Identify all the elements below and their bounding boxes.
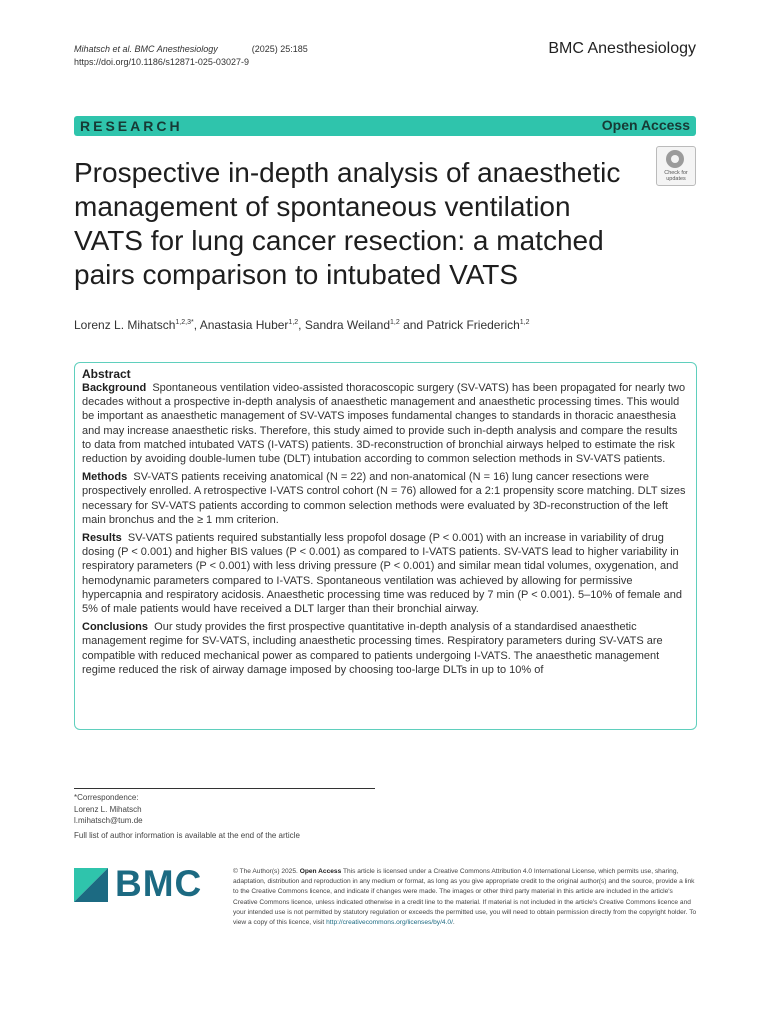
- methods-label: Methods: [82, 471, 128, 484]
- bmc-logo: [74, 863, 214, 906]
- abstract-results: [82, 531, 689, 616]
- bmc-logo-icon: [74, 868, 108, 902]
- license-body: This article is licensed under a Creative Commons Attribution 4.0 International License, which permits use, sharing, adaptation, distribution and reproduction in any medium or format, as long as you give appropriate credit to the original author(s) and the source, provide a link to the Creative Commons licence, and indicate if changes were made. The images or other third party material in this article are included in the article's Creative Commons licence, unless indicated otherwise in a credit line to the material. If material is not included in the article's Creative Commons licence and your intended use is not permitted by statutory regulation or exceeds the permitted use, you will need to obtain permission directly from the copyright holder. To view a copy of this licence, visit: [233, 868, 697, 927]
- check-updates-line2: updates: [666, 176, 686, 182]
- article-title: Prospective in-depth analysis of anaesthetic management of spontaneous ventilation VATS for lung cancer resection: a matched pairs comparison to intubated VATS: [74, 157, 621, 290]
- bmc-logo-text: BMC: [115, 863, 203, 904]
- check-updates-line1: Check for: [664, 170, 688, 176]
- license-open-access: Open Access: [299, 868, 342, 875]
- author-affiliation: 1,2,3*: [175, 319, 194, 326]
- correspondence-block: [74, 792, 143, 827]
- check-for-updates-badge[interactable]: [656, 146, 696, 186]
- doi-link[interactable]: https://doi.org/10.1186/s12871-025-03027-9: [74, 57, 249, 67]
- author-name[interactable]: Anastasia Huber: [199, 318, 289, 332]
- author-affiliation: 1,2: [519, 319, 530, 326]
- abstract-box: [74, 362, 697, 730]
- abstract-methods: [82, 470, 689, 527]
- citation: Mihatsch et al. BMC Anesthesiology: [74, 44, 218, 54]
- license-suffix: .: [452, 919, 455, 927]
- correspondence-email[interactable]: l.mihatsch@tum.de: [74, 816, 143, 825]
- author-list: [74, 318, 530, 332]
- methods-text: SV-VATS patients receiving anatomical (N = 22) and non-anatomical (N = 16) lung cancer resections were prospectively enrolled. A retrospective I-VATS control cohort (N = 76) allowed for a 2:1 propensity score matching. DLT sizes necessary for SV-VATS patients according to common selection methods were evaluated by 3D-reconstruction of the left main bronchus and the ≥ 1 mm criterion.: [82, 471, 686, 526]
- license-text: [233, 867, 697, 928]
- correspondence-name: Lorenz L. Mihatsch: [74, 804, 142, 814]
- year-volume: (2025) 25:185: [251, 44, 308, 54]
- author-name[interactable]: Patrick Friederich: [426, 318, 520, 332]
- author-separator: ,: [298, 318, 305, 332]
- author-separator: ,: [193, 318, 200, 332]
- author-name[interactable]: Lorenz L. Mihatsch: [74, 318, 176, 332]
- abstract-conclusions: [82, 620, 689, 677]
- results-text: SV-VATS patients required substantially less propofol dosage (P < 0.001) with an increase in variability of drug dosing (P < 0.001) and higher BIS values (P < 0.001) as compared to I-VATS patients. SV-VATS lead to higher variability in respiratory parameters (P < 0.001) with less driving pressure (P < 0.001) and similar mean tidal volumes, oxygenation, and hemodynamic parameters compared to I-VATS. Spontaneous ventilation was achieved by allowing for permissive hypercapnia and respiratory acidosis. Anaesthetic processing time was reduced by 7 min (P < 0.001). 5–10% of female and 5% of male patients would have received a DLT larger than their bronchial airway.: [82, 532, 682, 616]
- background-text: Spontaneous ventilation video-assisted thoracoscopic surgery (SV-VATS) has been propagated for nearly two decades without a prospective in-depth analysis of anaesthetic management and anaesthetic processing times. This would be important as anaesthetic management of SV-VATS imposes fundamental changes to standards in thoracic anaesthesia and may increase anaesthetic risks. Therefore, this study aimed to provide such in-depth analysis and compare the results to data from matched intubated VATS (I-VATS) patients. 3D-reconstruction of bronchial airways helped to estimate the risk reduction by avoiding double-lumen tube (DLT) intubation according to common selection methods in SV-VATS patients.: [82, 382, 686, 466]
- author-separator: and: [399, 318, 427, 332]
- check-for-updates-icon: [666, 150, 684, 168]
- background-label: Background: [82, 382, 147, 394]
- correspondence-label: *Correspondence:: [74, 793, 139, 802]
- license-link[interactable]: http://creativecommons.org/licenses/by/4.0/: [326, 919, 453, 927]
- footnote-divider: [74, 788, 375, 789]
- results-label: Results: [82, 532, 122, 545]
- license-prefix: © The Author(s) 2025.: [233, 868, 298, 875]
- abstract-background: [82, 381, 689, 466]
- author-name[interactable]: Sandra Weiland: [304, 318, 390, 332]
- journal-name: BMC Anesthesiology: [548, 40, 696, 57]
- author-info-note: Full list of author information is available at the end of the article: [74, 831, 300, 840]
- abstract-heading: Abstract: [82, 367, 131, 381]
- open-access-label: Open Access: [601, 117, 690, 133]
- conclusions-text: Our study provides the first prospective quantitative in-depth analysis of a standardised anaesthetic management regime for SV-VATS, including anaesthetic processing times. Respiratory parameters during SV-VATS are compatible with reduced mechanical power as compared to patients undergoing I-VATS. The anaesthetic management regime reduced the risk of airway damage imposed by choosing too-large DLTs in up to 10% of: [82, 621, 663, 676]
- running-header: [74, 43, 308, 69]
- article-type-band: [74, 116, 696, 136]
- conclusions-label: Conclusions: [82, 621, 149, 634]
- author-affiliation: 1,2: [390, 319, 400, 326]
- author-affiliation: 1,2: [288, 319, 299, 326]
- article-type: RESEARCH: [80, 118, 183, 134]
